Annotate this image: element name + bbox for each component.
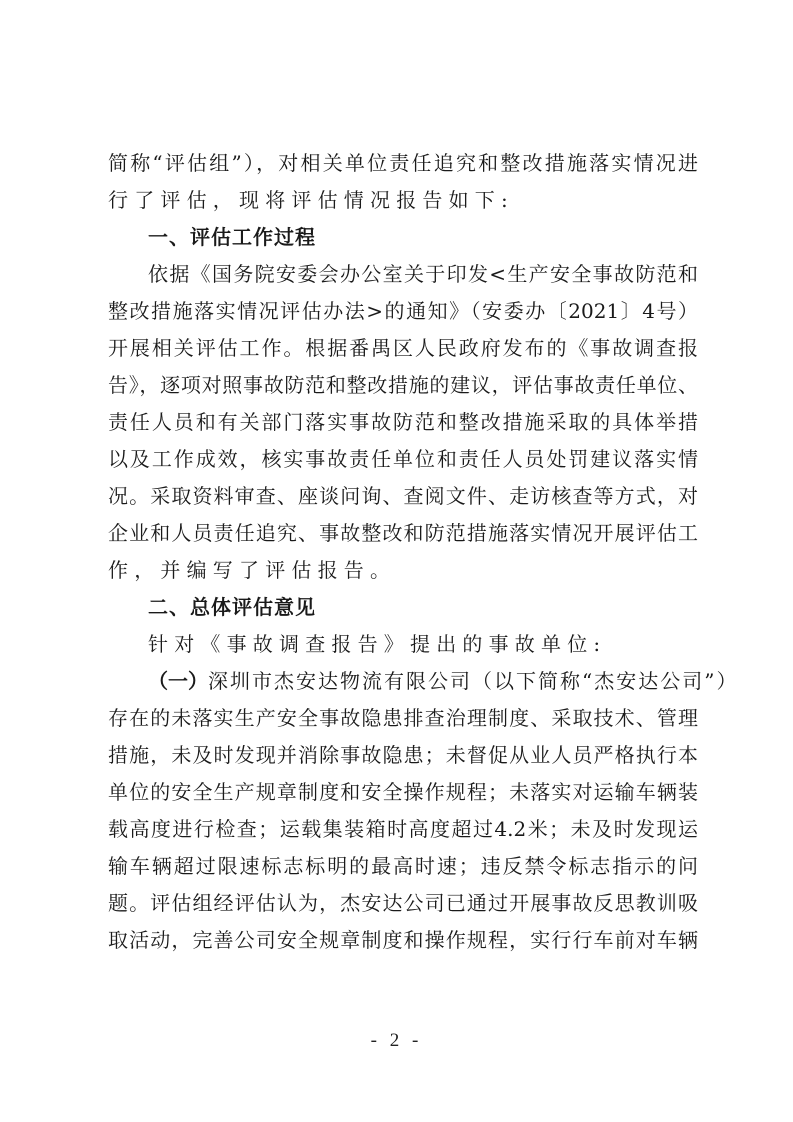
- paragraph-line: 单位的安全生产规章制度和安全操作规程；未落实对运输车辆装: [108, 780, 698, 804]
- subsection-text: 深圳市杰安达物流有限公司（以下简称“杰安达公司”）: [208, 669, 739, 693]
- paragraph-line: 载高度进行检查；运载集装箱时高度超过4.2米；未及时发现运: [108, 817, 698, 841]
- paragraph-line: 作，并编写了评估报告。: [108, 558, 397, 582]
- paragraph-line: 针对《事故调查报告》提出的事故单位:: [148, 632, 607, 656]
- paragraph-line: 企业和人员责任追究、事故整改和防范措施落实情况开展评估工: [108, 521, 698, 545]
- subsection-line: [108, 663, 739, 700]
- paragraph-line: 行了评估，现将评估情况报告如下:: [108, 188, 514, 212]
- subsection-number: （一）: [148, 669, 208, 693]
- paragraph-line: 告》，逐项对照事故防范和整改措施的建议，评估事故责任单位、: [108, 373, 698, 397]
- paragraph-line: 以及工作成效，核实事故责任单位和责任人员处罚建议落实情: [108, 447, 698, 471]
- paragraph-line: 况。采取资料审查、座谈问询、查阅文件、走访核查等方式，对: [108, 484, 698, 508]
- page-number: - 2 -: [370, 1030, 423, 1051]
- paragraph-line: 责任人员和有关部门落实事故防范和整改措施采取的具体举措: [108, 410, 698, 434]
- paragraph-line: 取活动，完善公司安全规章制度和操作规程，实行行车前对车辆: [108, 928, 698, 952]
- paragraph-line: 开展相关评估工作。根据番禺区人民政府发布的《事故调查报: [108, 336, 698, 360]
- paragraph-line: 措施，未及时发现并消除事故隐患；未督促从业人员严格执行本: [108, 743, 698, 767]
- paragraph-line: 依据《国务院安委会办公室关于印发<生产安全事故防范和: [148, 262, 698, 286]
- section-heading: 二、总体评估意见: [148, 595, 316, 619]
- paragraph-line: 整改措施落实情况评估办法>的通知》（安委办〔2021〕4号）: [108, 299, 698, 323]
- paragraph-line: 题。评估组经评估认为，杰安达公司已通过开展事故反思教训吸: [108, 891, 698, 915]
- document-body: [108, 145, 739, 959]
- paragraph-line: 输车辆超过限速标志标明的最高时速；违反禁令标志指示的问: [108, 854, 698, 878]
- section-heading: 一、评估工作过程: [148, 225, 316, 249]
- paragraph-line: 存在的未落实生产安全事故隐患排查治理制度、采取技术、管理: [108, 706, 698, 730]
- paragraph-line: 简称“评估组”），对相关单位责任追究和整改措施落实情况进: [108, 151, 698, 175]
